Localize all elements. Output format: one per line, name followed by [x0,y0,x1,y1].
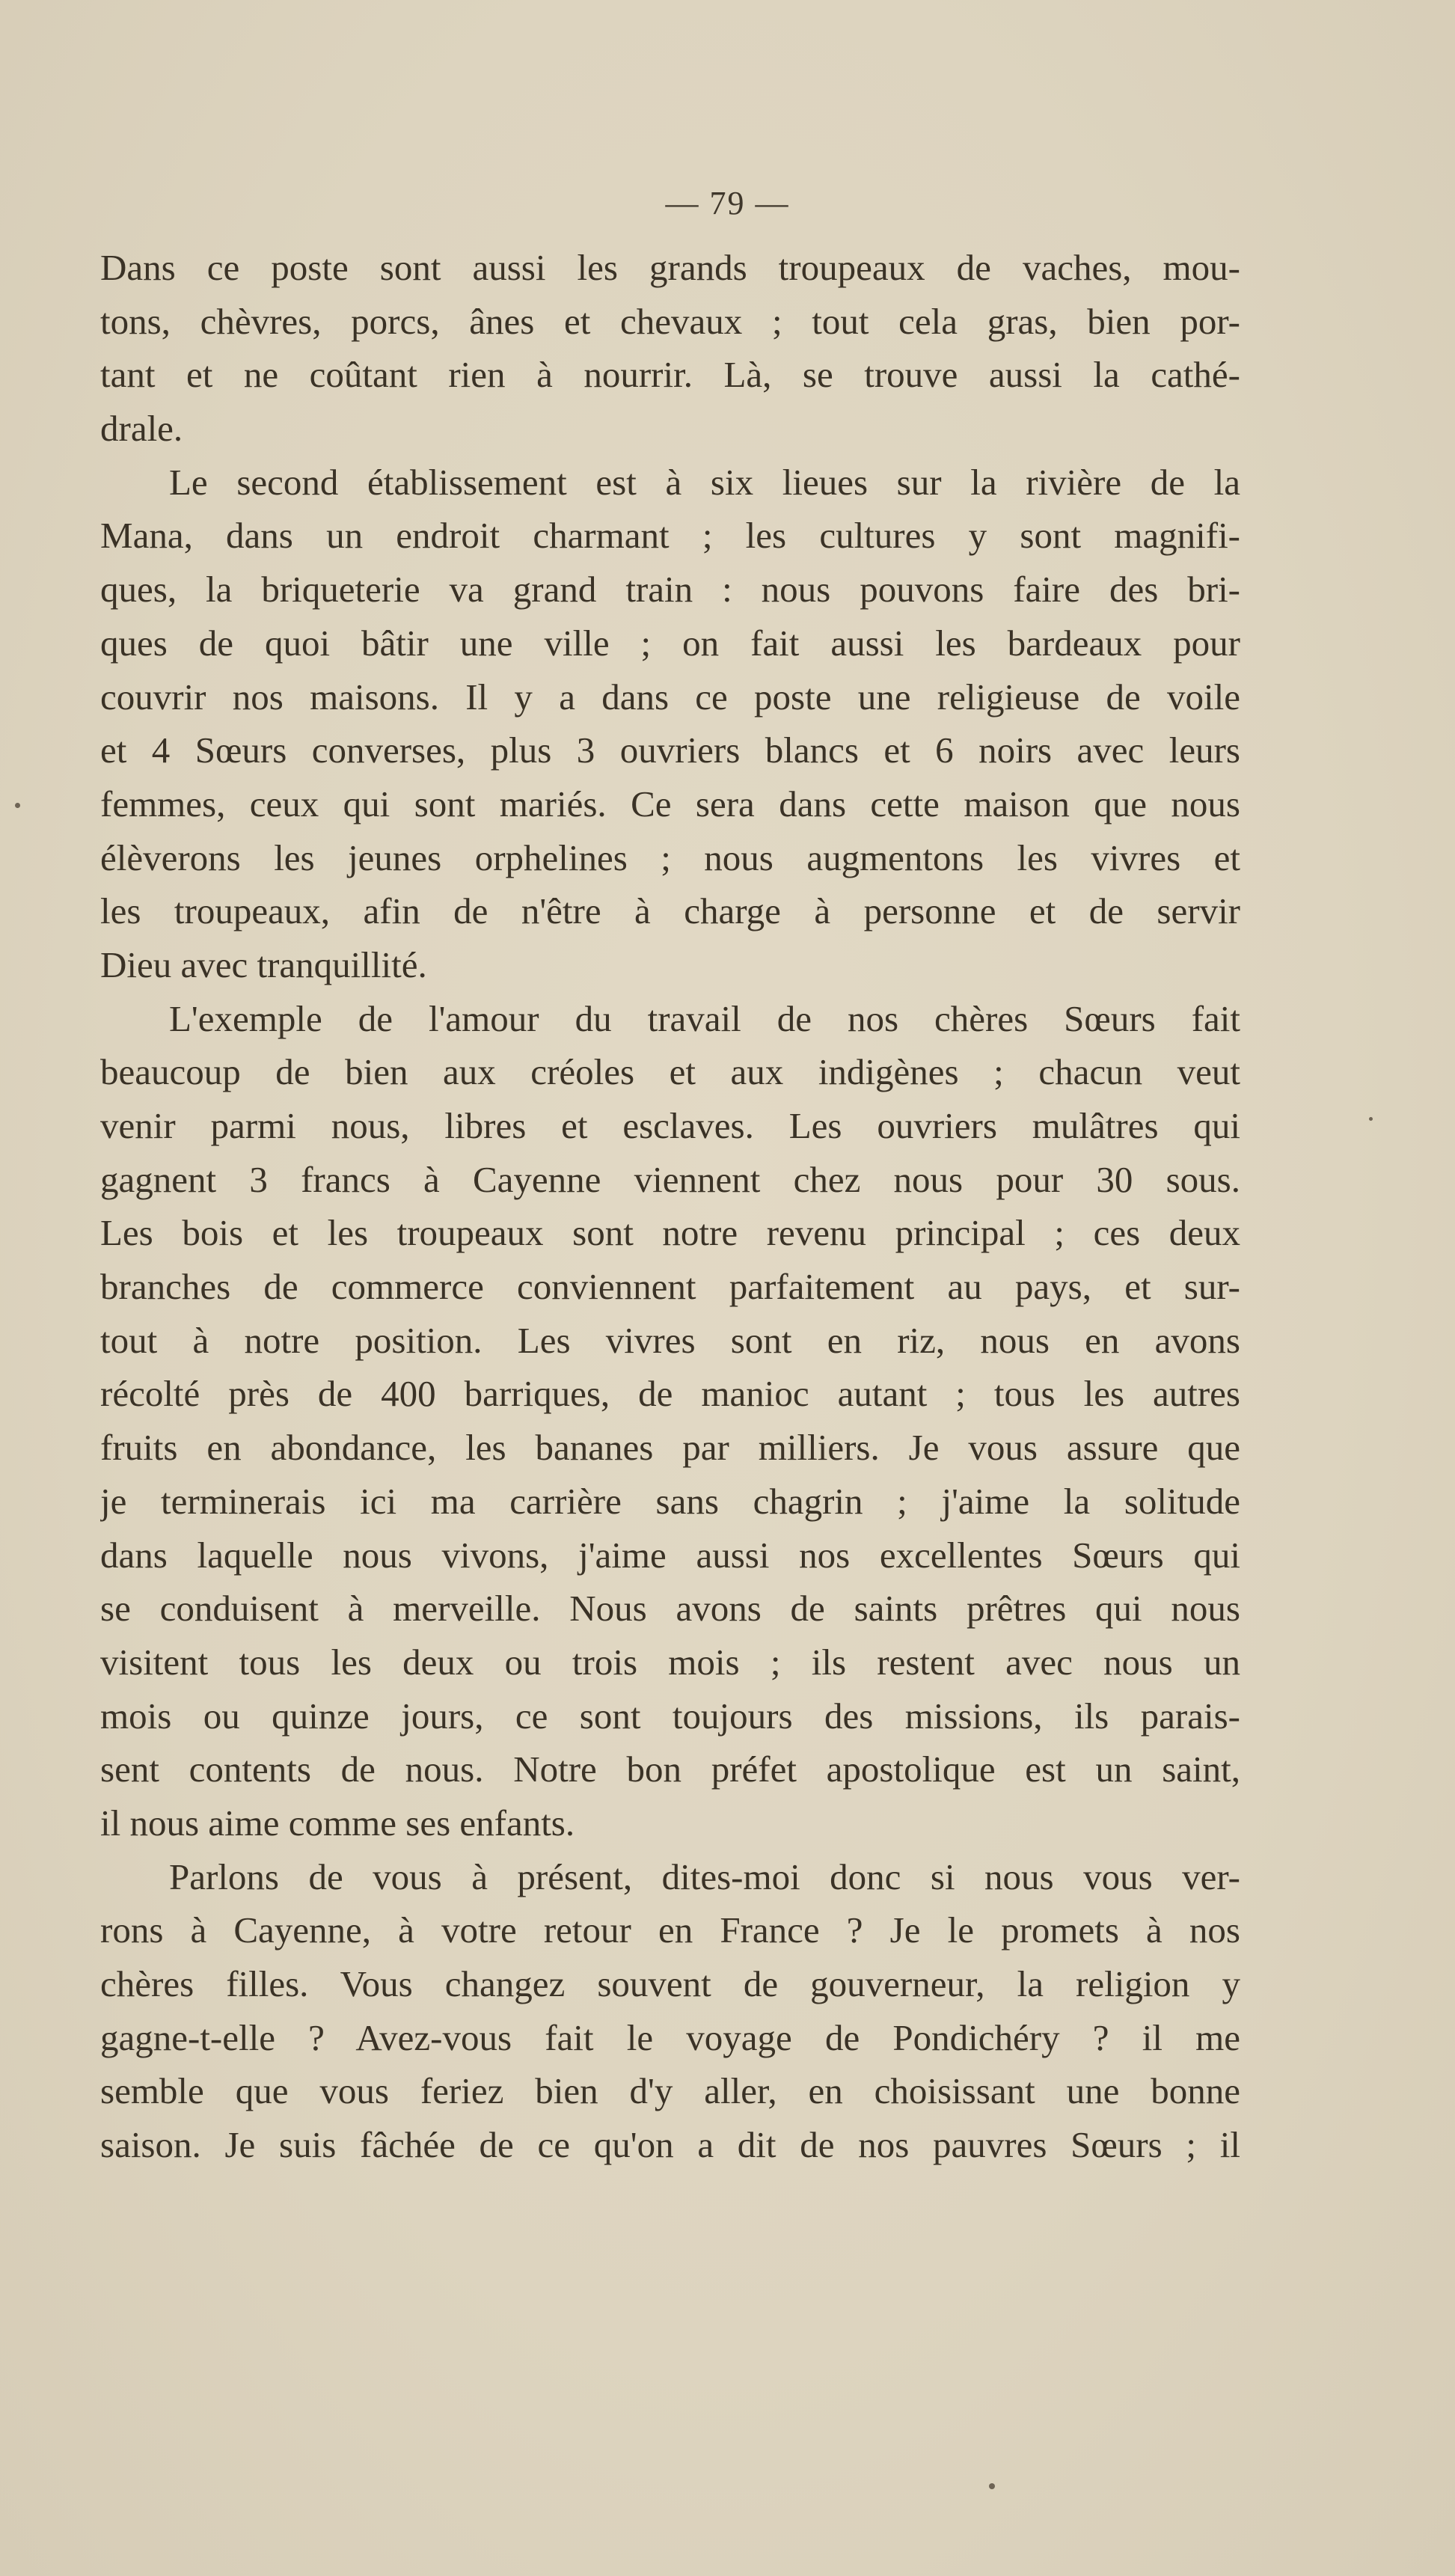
text-line: femmes, ceux qui sont mariés. Ce sera dans cette maison que nous [100,783,1240,824]
text-line: drale. [100,408,183,450]
text-line: chères filles. Vous changez souvent de gouverneur, la religion y [100,1963,1240,2004]
text-line: Parlons de vous à présent, dites-moi donc si nous vous ver- [169,1855,1240,1897]
text-line: se conduisent à merveille. Nous avons de saints prêtres qui nous [100,1588,1240,1630]
text-line: tout à notre position. Les vivres sont en riz, nous en avons [100,1319,1240,1361]
text-line: Dans ce poste sont aussi les grands troupeaux de vaches, mou- [100,247,1240,288]
print-speck [989,2483,995,2489]
text-line: gagnent 3 francs à Cayenne viennent chez nous pour 30 sous. [100,1158,1240,1200]
print-speck [1369,1117,1373,1121]
text-line: ques de quoi bâtir une ville ; on fait aussi les bardeaux pour [100,622,1240,664]
text-line: il nous aime comme ses enfants. [100,1802,575,1844]
text-line: et 4 Sœurs converses, plus 3 ouvriers blancs et 6 noirs avec leurs [100,729,1240,771]
text-line: récolté près de 400 barriques, de manioc autant ; tous les autres [100,1373,1240,1415]
text-line: fruits en abondance, les bananes par milliers. Je vous assure que [100,1427,1240,1469]
text-line: Mana, dans un endroit charmant ; les cultures y sont magnifi- [100,515,1240,557]
text-line: Dieu avec tranquillité. [100,943,427,985]
text-line: tant et ne coûtant rien à nourrir. Là, se trouve aussi la cathé- [100,354,1240,396]
text-line: je terminerais ici ma carrière sans chagrin ; j'aime la solitude [100,1480,1240,1522]
body-text [100,241,1240,2172]
print-speck [15,803,20,808]
text-line: gagne-t-elle ? Avez-vous fait le voyage de Pondichéry ? il me [100,2016,1240,2058]
text-line: branches de commerce conviennent parfaitement au pays, et sur- [100,1266,1240,1308]
text-line: tons, chèvres, porcs, ânes et chevaux ; tout cela gras, bien por- [100,300,1240,342]
text-line: couvrir nos maisons. Il y a dans ce poste une religieuse de voile [100,676,1240,718]
text-line: sent contents de nous. Notre bon préfet apostolique est un saint, [100,1749,1240,1790]
text-line: rons à Cayenne, à votre retour en France ? Je le promets à nos [100,1909,1240,1951]
text-line: Le second établissement est à six lieues sur la rivière de la [169,461,1240,503]
text-line: beaucoup de bien aux créoles et aux indigènes ; chacun veut [100,1051,1240,1093]
text-line: ques, la briqueterie va grand train : nous pouvons faire des bri- [100,569,1240,611]
text-line: élèverons les jeunes orphelines ; nous augmentons les vivres et [100,836,1240,878]
text-line: les troupeaux, afin de n'être à charge à personne et de servir [100,890,1240,932]
text-line: dans laquelle nous vivons, j'aime aussi nos excellentes Sœurs qui [100,1534,1240,1576]
text-line: Les bois et les troupeaux sont notre revenu principal ; ces deux [100,1212,1240,1254]
text-line: venir parmi nous, libres et esclaves. Les ouvriers mulâtres qui [100,1105,1240,1146]
text-line: saison. Je suis fâchée de ce qu'on a dit de nos pauvres Sœurs ; il [100,2124,1240,2166]
page-number: — 79 — [665,185,790,221]
text-line: L'exemple de l'amour du travail de nos chères Sœurs fait [169,997,1240,1039]
text-line: mois ou quinze jours, ce sont toujours des missions, ils parais- [100,1695,1240,1737]
text-line: semble que vous feriez bien d'y aller, en choisissant une bonne [100,2070,1240,2112]
text-line: visitent tous les deux ou trois mois ; ils restent avec nous un [100,1641,1240,1683]
